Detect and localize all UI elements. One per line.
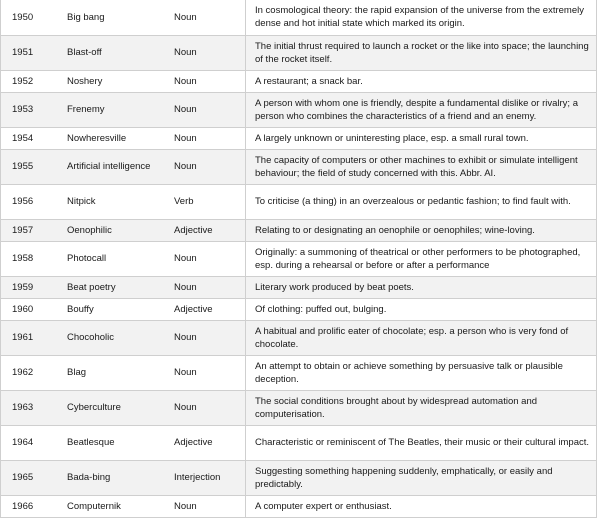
word-cell: Beatlesque — [62, 425, 169, 460]
definition-cell: A computer expert or enthusiast. — [246, 495, 597, 517]
word-cell: Nitpick — [62, 184, 169, 219]
part-of-speech-cell: Noun — [169, 92, 246, 127]
part-of-speech-cell: Noun — [169, 390, 246, 425]
definition-cell: In cosmological theory: the rapid expansion of the universe from the extremely dense and hot initial state which marked its origin. — [246, 0, 597, 35]
definition-cell: Suggesting something happening suddenly, emphatically, or easily and predictably. — [246, 460, 597, 495]
word-cell: Chocoholic — [62, 320, 169, 355]
definition-cell: Relating to or designating an oenophile or oenophiles; wine-loving. — [246, 219, 597, 241]
table-row — [1, 149, 597, 184]
year-cell: 1957 — [1, 219, 63, 241]
year-cell: 1966 — [1, 495, 63, 517]
table-row — [1, 70, 597, 92]
definition-cell: Of clothing: puffed out, bulging. — [246, 298, 597, 320]
table-row — [1, 425, 597, 460]
year-cell: 1951 — [1, 35, 63, 70]
part-of-speech-cell: Noun — [169, 127, 246, 149]
word-cell: Artificial intelligence — [62, 149, 169, 184]
table-row — [1, 495, 597, 517]
word-cell: Big bang — [62, 0, 169, 35]
part-of-speech-cell: Noun — [169, 355, 246, 390]
word-cell: Blag — [62, 355, 169, 390]
part-of-speech-cell: Noun — [169, 70, 246, 92]
year-cell: 1958 — [1, 241, 63, 276]
year-cell: 1961 — [1, 320, 63, 355]
year-cell: 1963 — [1, 390, 63, 425]
year-cell: 1953 — [1, 92, 63, 127]
part-of-speech-cell: Noun — [169, 276, 246, 298]
word-cell: Blast-off — [62, 35, 169, 70]
year-cell: 1956 — [1, 184, 63, 219]
definition-cell: Originally: a summoning of theatrical or other performers to be photographed, esp. during a rehearsal or before or after a performance — [246, 241, 597, 276]
definition-cell: The capacity of computers or other machines to exhibit or simulate intelligent behaviour; the field of study concerned with this. Abbr. AI. — [246, 149, 597, 184]
definition-cell: A habitual and prolific eater of chocolate; esp. a person who is very fond of chocolate. — [246, 320, 597, 355]
table-row — [1, 355, 597, 390]
word-cell: Cyberculture — [62, 390, 169, 425]
definition-cell: A largely unknown or uninteresting place, esp. a small rural town. — [246, 127, 597, 149]
part-of-speech-cell: Noun — [169, 495, 246, 517]
year-cell: 1962 — [1, 355, 63, 390]
word-cell: Bada-bing — [62, 460, 169, 495]
word-cell: Nowheresville — [62, 127, 169, 149]
year-cell: 1954 — [1, 127, 63, 149]
part-of-speech-cell: Adjective — [169, 425, 246, 460]
year-cell: 1955 — [1, 149, 63, 184]
year-cell: 1959 — [1, 276, 63, 298]
table-row — [1, 0, 597, 35]
year-cell: 1964 — [1, 425, 63, 460]
definition-cell: The social conditions brought about by widespread automation and computerisation. — [246, 390, 597, 425]
table-row — [1, 241, 597, 276]
word-cell: Beat poetry — [62, 276, 169, 298]
part-of-speech-cell: Interjection — [169, 460, 246, 495]
word-cell: Oenophilic — [62, 219, 169, 241]
definition-cell: Literary work produced by beat poets. — [246, 276, 597, 298]
table-row — [1, 276, 597, 298]
table-row — [1, 184, 597, 219]
part-of-speech-cell: Noun — [169, 0, 246, 35]
definition-cell: A person with whom one is friendly, despite a fundamental dislike or rivalry; a person who combines the characteristics of a friend and an enemy. — [246, 92, 597, 127]
definition-cell: The initial thrust required to launch a rocket or the like into space; the launching of the rocket itself. — [246, 35, 597, 70]
word-cell: Noshery — [62, 70, 169, 92]
words-table-body — [1, 0, 597, 517]
part-of-speech-cell: Adjective — [169, 298, 246, 320]
table-row — [1, 35, 597, 70]
part-of-speech-cell: Noun — [169, 149, 246, 184]
part-of-speech-cell: Verb — [169, 184, 246, 219]
year-cell: 1965 — [1, 460, 63, 495]
definition-cell: A restaurant; a snack bar. — [246, 70, 597, 92]
definition-cell: An attempt to obtain or achieve something by persuasive talk or plausible deception. — [246, 355, 597, 390]
table-row — [1, 219, 597, 241]
table-row — [1, 127, 597, 149]
year-cell: 1960 — [1, 298, 63, 320]
part-of-speech-cell: Noun — [169, 35, 246, 70]
table-row — [1, 320, 597, 355]
word-cell: Frenemy — [62, 92, 169, 127]
year-cell: 1950 — [1, 0, 63, 35]
year-cell: 1952 — [1, 70, 63, 92]
definition-cell: To criticise (a thing) in an overzealous or pedantic fashion; to find fault with. — [246, 184, 597, 219]
part-of-speech-cell: Adjective — [169, 219, 246, 241]
word-cell: Photocall — [62, 241, 169, 276]
table-row — [1, 390, 597, 425]
part-of-speech-cell: Noun — [169, 320, 246, 355]
table-row — [1, 460, 597, 495]
definition-cell: Characteristic or reminiscent of The Beatles, their music or their cultural impact. — [246, 425, 597, 460]
table-row — [1, 92, 597, 127]
part-of-speech-cell: Noun — [169, 241, 246, 276]
word-cell: Computernik — [62, 495, 169, 517]
table-row — [1, 298, 597, 320]
word-cell: Bouffy — [62, 298, 169, 320]
